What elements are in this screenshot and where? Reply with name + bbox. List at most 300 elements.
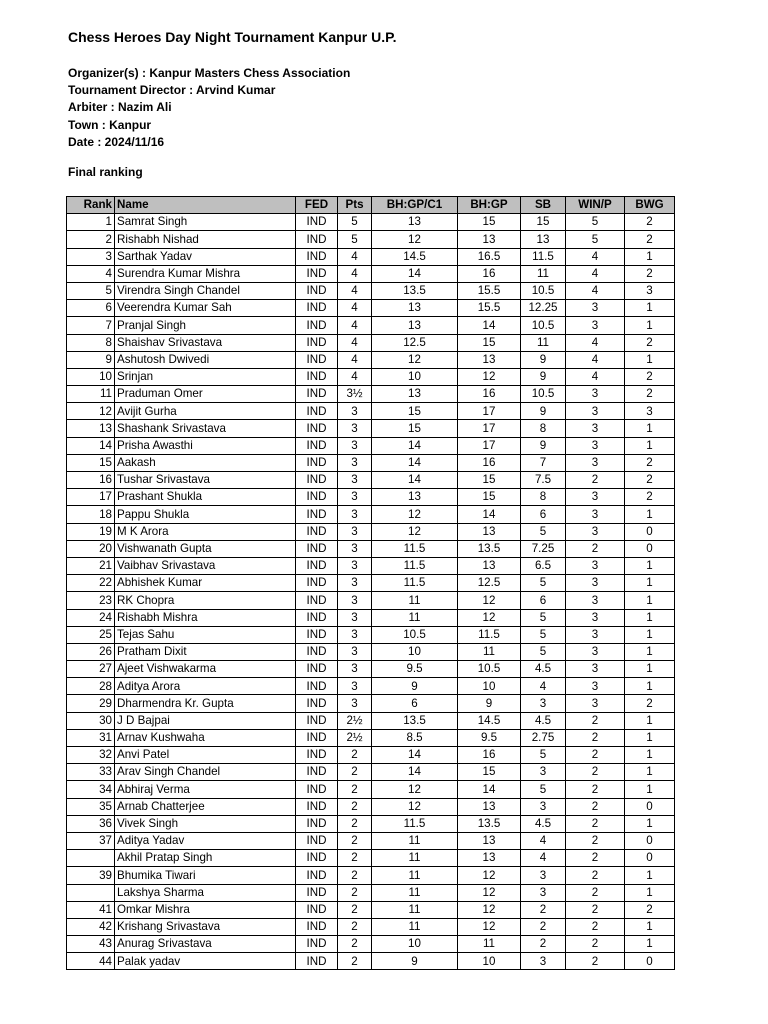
name-cell: Dharmendra Kr. Gupta — [115, 695, 296, 712]
bh-gp-cell: 13 — [458, 832, 521, 849]
bwg-cell: 1 — [625, 506, 675, 523]
bwg-cell: 1 — [625, 764, 675, 781]
name-cell: RK Chopra — [115, 592, 296, 609]
bwg-cell: 1 — [625, 351, 675, 368]
name-cell: Shaishav Srivastava — [115, 334, 296, 351]
bh-gp-c1-cell: 13.5 — [372, 712, 458, 729]
bh-gp-cell: 15 — [458, 472, 521, 489]
rank-cell: 44 — [67, 953, 115, 970]
bh-gp-c1-cell: 11.5 — [372, 815, 458, 832]
bh-gp-cell: 12 — [458, 368, 521, 385]
win-p-cell: 3 — [566, 454, 625, 471]
name-cell: Arnav Kushwaha — [115, 729, 296, 746]
fed-cell: IND — [296, 953, 338, 970]
bh-gp-cell: 12 — [458, 609, 521, 626]
date-line: Date : 2024/11/16 — [68, 134, 165, 149]
win-p-cell: 3 — [566, 420, 625, 437]
sb-cell: 13 — [521, 231, 566, 248]
bwg-cell: 1 — [625, 729, 675, 746]
win-p-cell: 2 — [566, 918, 625, 935]
table-row — [67, 282, 675, 299]
win-p-cell: 4 — [566, 368, 625, 385]
bh-gp-c1-cell: 14 — [372, 764, 458, 781]
sb-cell: 4 — [521, 850, 566, 867]
rank-cell — [67, 850, 115, 867]
name-cell: J D Bajpai — [115, 712, 296, 729]
bwg-cell: 1 — [625, 815, 675, 832]
pts-cell: 2 — [338, 781, 372, 798]
win-p-cell: 3 — [566, 609, 625, 626]
bh-gp-c1-cell: 11 — [372, 867, 458, 884]
bh-gp-cell: 15 — [458, 214, 521, 231]
rank-cell: 28 — [67, 678, 115, 695]
rank-cell: 36 — [67, 815, 115, 832]
bh-gp-c1-cell: 13 — [372, 317, 458, 334]
bh-gp-c1-cell: 13 — [372, 214, 458, 231]
fed-cell: IND — [296, 901, 338, 918]
win-p-cell: 3 — [566, 626, 625, 643]
bwg-cell: 1 — [625, 678, 675, 695]
table-row — [67, 231, 675, 248]
bh-gp-cell: 15 — [458, 334, 521, 351]
bwg-cell: 2 — [625, 695, 675, 712]
bh-gp-cell: 15 — [458, 489, 521, 506]
sb-cell: 8 — [521, 420, 566, 437]
table-row — [67, 575, 675, 592]
fed-cell: IND — [296, 936, 338, 953]
bwg-cell: 1 — [625, 575, 675, 592]
bh-gp-cell: 13 — [458, 850, 521, 867]
bh-gp-cell: 12 — [458, 867, 521, 884]
sb-cell: 4.5 — [521, 815, 566, 832]
pts-cell: 4 — [338, 248, 372, 265]
win-p-cell: 3 — [566, 403, 625, 420]
bh-gp-cell: 11 — [458, 643, 521, 660]
pts-cell: 3 — [338, 557, 372, 574]
pts-cell: 3 — [338, 523, 372, 540]
table-row — [67, 798, 675, 815]
bwg-cell: 2 — [625, 901, 675, 918]
bh-gp-cell: 13.5 — [458, 815, 521, 832]
table-row — [67, 489, 675, 506]
rank-cell: 26 — [67, 643, 115, 660]
table-row — [67, 953, 675, 970]
bh-gp-cell: 17 — [458, 403, 521, 420]
bwg-cell: 1 — [625, 609, 675, 626]
win-p-cell: 2 — [566, 540, 625, 557]
fed-cell: IND — [296, 832, 338, 849]
bh-gp-c1-cell: 12.5 — [372, 334, 458, 351]
sb-cell: 5 — [521, 575, 566, 592]
sb-cell: 10.5 — [521, 282, 566, 299]
table-row — [67, 764, 675, 781]
name-cell: Omkar Mishra — [115, 901, 296, 918]
rank-cell: 15 — [67, 454, 115, 471]
bh-gp-cell: 14 — [458, 317, 521, 334]
bwg-cell: 2 — [625, 231, 675, 248]
bh-gp-cell: 17 — [458, 437, 521, 454]
rank-cell: 3 — [67, 248, 115, 265]
name-cell: Abhiraj Verma — [115, 781, 296, 798]
rank-cell: 43 — [67, 936, 115, 953]
director-line: Tournament Director : Arvind Kumar — [68, 83, 276, 98]
bh-gp-cell: 13 — [458, 351, 521, 368]
bwg-cell: 2 — [625, 265, 675, 282]
table-row — [67, 472, 675, 489]
fed-cell: IND — [296, 300, 338, 317]
name-cell: Bhumika Tiwari — [115, 867, 296, 884]
sb-cell: 15 — [521, 214, 566, 231]
table-row — [67, 214, 675, 231]
bh-gp-cell: 9.5 — [458, 729, 521, 746]
name-cell: Vivek Singh — [115, 815, 296, 832]
name-cell: Samrat Singh — [115, 214, 296, 231]
sb-cell: 3 — [521, 953, 566, 970]
bh-gp-cell: 14.5 — [458, 712, 521, 729]
name-cell: Pranjal Singh — [115, 317, 296, 334]
name-cell: Anvi Patel — [115, 747, 296, 764]
pts-cell: 2 — [338, 901, 372, 918]
rank-cell: 39 — [67, 867, 115, 884]
table-row — [67, 300, 675, 317]
win-p-cell: 2 — [566, 729, 625, 746]
bwg-cell: 1 — [625, 626, 675, 643]
rank-cell: 7 — [67, 317, 115, 334]
bwg-cell: 3 — [625, 282, 675, 299]
pts-cell: 2 — [338, 867, 372, 884]
name-cell: Virendra Singh Chandel — [115, 282, 296, 299]
rank-cell: 6 — [67, 300, 115, 317]
rank-cell: 21 — [67, 557, 115, 574]
bh-gp-cell: 12.5 — [458, 575, 521, 592]
name-cell: Ajeet Vishwakarma — [115, 661, 296, 678]
sb-cell: 6 — [521, 592, 566, 609]
rank-cell: 17 — [67, 489, 115, 506]
pts-cell: 3 — [338, 609, 372, 626]
table-row — [67, 747, 675, 764]
bwg-cell: 1 — [625, 317, 675, 334]
bwg-cell: 1 — [625, 248, 675, 265]
fed-cell: IND — [296, 420, 338, 437]
rank-cell: 19 — [67, 523, 115, 540]
name-cell: Prashant Shukla — [115, 489, 296, 506]
bh-gp-c1-cell: 11 — [372, 918, 458, 935]
name-cell: Tejas Sahu — [115, 626, 296, 643]
win-p-cell: 3 — [566, 489, 625, 506]
pts-cell: 4 — [338, 368, 372, 385]
col-header-pts: Pts — [338, 197, 372, 214]
table-row — [67, 901, 675, 918]
sb-cell: 11.5 — [521, 248, 566, 265]
bh-gp-c1-cell: 14 — [372, 265, 458, 282]
name-cell: Srinjan — [115, 368, 296, 385]
win-p-cell: 4 — [566, 265, 625, 282]
sb-cell: 5 — [521, 626, 566, 643]
bwg-cell: 1 — [625, 557, 675, 574]
table-row — [67, 454, 675, 471]
sb-cell: 9 — [521, 437, 566, 454]
bh-gp-c1-cell: 14 — [372, 437, 458, 454]
bwg-cell: 2 — [625, 472, 675, 489]
fed-cell: IND — [296, 661, 338, 678]
rank-cell: 18 — [67, 506, 115, 523]
bwg-cell: 3 — [625, 403, 675, 420]
rank-cell: 8 — [67, 334, 115, 351]
bh-gp-cell: 10.5 — [458, 661, 521, 678]
fed-cell: IND — [296, 540, 338, 557]
win-p-cell: 2 — [566, 472, 625, 489]
fed-cell: IND — [296, 747, 338, 764]
win-p-cell: 3 — [566, 300, 625, 317]
name-cell: Aditya Yadav — [115, 832, 296, 849]
name-cell: Prisha Awasthi — [115, 437, 296, 454]
pts-cell: 4 — [338, 351, 372, 368]
rank-cell: 32 — [67, 747, 115, 764]
table-row — [67, 609, 675, 626]
bh-gp-c1-cell: 12 — [372, 781, 458, 798]
fed-cell: IND — [296, 729, 338, 746]
name-cell: Avijit Gurha — [115, 403, 296, 420]
page-title: Chess Heroes Day Night Tournament Kanpur U.P. — [68, 29, 397, 45]
win-p-cell: 2 — [566, 747, 625, 764]
pts-cell: 3 — [338, 575, 372, 592]
win-p-cell: 3 — [566, 523, 625, 540]
bwg-cell: 2 — [625, 368, 675, 385]
fed-cell: IND — [296, 282, 338, 299]
bh-gp-c1-cell: 11.5 — [372, 575, 458, 592]
fed-cell: IND — [296, 351, 338, 368]
win-p-cell: 2 — [566, 764, 625, 781]
name-cell: Aakash — [115, 454, 296, 471]
table-row — [67, 832, 675, 849]
fed-cell: IND — [296, 643, 338, 660]
sb-cell: 10.5 — [521, 386, 566, 403]
table-row — [67, 506, 675, 523]
name-cell: Abhishek Kumar — [115, 575, 296, 592]
tournament-info — [68, 65, 350, 151]
bh-gp-c1-cell: 11 — [372, 884, 458, 901]
bh-gp-c1-cell: 9 — [372, 678, 458, 695]
bh-gp-cell: 13 — [458, 798, 521, 815]
pts-cell: 3 — [338, 592, 372, 609]
table-row — [67, 557, 675, 574]
rank-cell: 33 — [67, 764, 115, 781]
name-cell: Veerendra Kumar Sah — [115, 300, 296, 317]
bh-gp-c1-cell: 14 — [372, 472, 458, 489]
col-header-bh-gp: BH:GP — [458, 197, 521, 214]
table-row — [67, 695, 675, 712]
fed-cell: IND — [296, 472, 338, 489]
col-header-name: Name — [115, 197, 296, 214]
sb-cell: 2.75 — [521, 729, 566, 746]
bh-gp-cell: 11 — [458, 936, 521, 953]
sb-cell: 5 — [521, 781, 566, 798]
table-row — [67, 317, 675, 334]
bh-gp-cell: 12 — [458, 884, 521, 901]
win-p-cell: 3 — [566, 678, 625, 695]
col-header-bh-gp-c1: BH:GP/C1 — [372, 197, 458, 214]
name-cell: Rishabh Mishra — [115, 609, 296, 626]
table-row — [67, 386, 675, 403]
rank-cell: 30 — [67, 712, 115, 729]
win-p-cell: 4 — [566, 334, 625, 351]
fed-cell: IND — [296, 317, 338, 334]
table-row — [67, 368, 675, 385]
bh-gp-c1-cell: 11 — [372, 609, 458, 626]
sb-cell: 10.5 — [521, 317, 566, 334]
bh-gp-cell: 11.5 — [458, 626, 521, 643]
name-cell: Aditya Arora — [115, 678, 296, 695]
bh-gp-cell: 17 — [458, 420, 521, 437]
bh-gp-c1-cell: 11 — [372, 832, 458, 849]
bh-gp-c1-cell: 13 — [372, 300, 458, 317]
bwg-cell: 2 — [625, 386, 675, 403]
col-header-bwg: BWG — [625, 197, 675, 214]
fed-cell: IND — [296, 781, 338, 798]
name-cell: Tushar Srivastava — [115, 472, 296, 489]
bh-gp-c1-cell: 13 — [372, 489, 458, 506]
rank-cell: 20 — [67, 540, 115, 557]
win-p-cell: 2 — [566, 936, 625, 953]
name-cell: Rishabh Nishad — [115, 231, 296, 248]
pts-cell: 4 — [338, 317, 372, 334]
name-cell: Krishang Srivastava — [115, 918, 296, 935]
pts-cell: 2 — [338, 815, 372, 832]
bh-gp-cell: 14 — [458, 781, 521, 798]
fed-cell: IND — [296, 523, 338, 540]
fed-cell: IND — [296, 231, 338, 248]
sb-cell: 5 — [521, 523, 566, 540]
pts-cell: 3½ — [338, 386, 372, 403]
bwg-cell: 0 — [625, 540, 675, 557]
bh-gp-cell: 16 — [458, 265, 521, 282]
rank-cell: 13 — [67, 420, 115, 437]
sb-cell: 2 — [521, 936, 566, 953]
bwg-cell: 1 — [625, 936, 675, 953]
bwg-cell: 1 — [625, 918, 675, 935]
bh-gp-c1-cell: 11 — [372, 850, 458, 867]
sb-cell: 6.5 — [521, 557, 566, 574]
fed-cell: IND — [296, 798, 338, 815]
bh-gp-c1-cell: 11.5 — [372, 540, 458, 557]
name-cell: Arav Singh Chandel — [115, 764, 296, 781]
name-cell: Praduman Omer — [115, 386, 296, 403]
sb-cell: 5 — [521, 747, 566, 764]
name-cell: Shashank Srivastava — [115, 420, 296, 437]
name-cell: Pappu Shukla — [115, 506, 296, 523]
bh-gp-c1-cell: 12 — [372, 506, 458, 523]
rank-cell: 34 — [67, 781, 115, 798]
fed-cell: IND — [296, 557, 338, 574]
bh-gp-c1-cell: 9.5 — [372, 661, 458, 678]
win-p-cell: 5 — [566, 214, 625, 231]
pts-cell: 3 — [338, 403, 372, 420]
fed-cell: IND — [296, 403, 338, 420]
fed-cell: IND — [296, 248, 338, 265]
rank-cell: 22 — [67, 575, 115, 592]
table-row — [67, 643, 675, 660]
table-row — [67, 334, 675, 351]
name-cell: Vishwanath Gupta — [115, 540, 296, 557]
bwg-cell: 1 — [625, 781, 675, 798]
bh-gp-c1-cell: 9 — [372, 953, 458, 970]
bwg-cell: 2 — [625, 214, 675, 231]
rank-cell: 9 — [67, 351, 115, 368]
table-row — [67, 729, 675, 746]
fed-cell: IND — [296, 334, 338, 351]
pts-cell: 2 — [338, 764, 372, 781]
win-p-cell: 2 — [566, 884, 625, 901]
win-p-cell: 3 — [566, 695, 625, 712]
table-row — [67, 437, 675, 454]
win-p-cell: 2 — [566, 781, 625, 798]
sb-cell: 5 — [521, 609, 566, 626]
fed-cell: IND — [296, 626, 338, 643]
bh-gp-cell: 10 — [458, 953, 521, 970]
bwg-cell: 1 — [625, 420, 675, 437]
name-cell: Ashutosh Dwivedi — [115, 351, 296, 368]
bh-gp-cell: 13 — [458, 557, 521, 574]
win-p-cell: 3 — [566, 661, 625, 678]
table-row — [67, 936, 675, 953]
pts-cell: 2 — [338, 798, 372, 815]
bh-gp-c1-cell: 10 — [372, 936, 458, 953]
name-cell: Akhil Pratap Singh — [115, 850, 296, 867]
table-row — [67, 351, 675, 368]
rank-cell: 4 — [67, 265, 115, 282]
bh-gp-c1-cell: 12 — [372, 798, 458, 815]
win-p-cell: 4 — [566, 282, 625, 299]
sb-cell: 2 — [521, 901, 566, 918]
rank-cell: 42 — [67, 918, 115, 935]
pts-cell: 3 — [338, 695, 372, 712]
bh-gp-cell: 13 — [458, 523, 521, 540]
fed-cell: IND — [296, 368, 338, 385]
sb-cell: 6 — [521, 506, 566, 523]
rank-cell: 5 — [67, 282, 115, 299]
bwg-cell: 1 — [625, 300, 675, 317]
bwg-cell: 0 — [625, 523, 675, 540]
fed-cell: IND — [296, 214, 338, 231]
rank-cell: 2 — [67, 231, 115, 248]
fed-cell: IND — [296, 712, 338, 729]
table-row — [67, 265, 675, 282]
fed-cell: IND — [296, 437, 338, 454]
bwg-cell: 1 — [625, 867, 675, 884]
fed-cell: IND — [296, 575, 338, 592]
table-header-row — [67, 197, 675, 214]
col-header-sb: SB — [521, 197, 566, 214]
win-p-cell: 2 — [566, 815, 625, 832]
table-row — [67, 678, 675, 695]
sb-cell: 3 — [521, 867, 566, 884]
bwg-cell: 0 — [625, 953, 675, 970]
name-cell: Lakshya Sharma — [115, 884, 296, 901]
win-p-cell: 3 — [566, 643, 625, 660]
win-p-cell: 4 — [566, 248, 625, 265]
win-p-cell: 3 — [566, 437, 625, 454]
table-row — [67, 712, 675, 729]
pts-cell: 4 — [338, 300, 372, 317]
pts-cell: 2½ — [338, 729, 372, 746]
bh-gp-c1-cell: 12 — [372, 523, 458, 540]
rank-cell: 16 — [67, 472, 115, 489]
rank-cell: 12 — [67, 403, 115, 420]
bwg-cell: 1 — [625, 661, 675, 678]
table-row — [67, 523, 675, 540]
sb-cell: 7.5 — [521, 472, 566, 489]
pts-cell: 2 — [338, 850, 372, 867]
